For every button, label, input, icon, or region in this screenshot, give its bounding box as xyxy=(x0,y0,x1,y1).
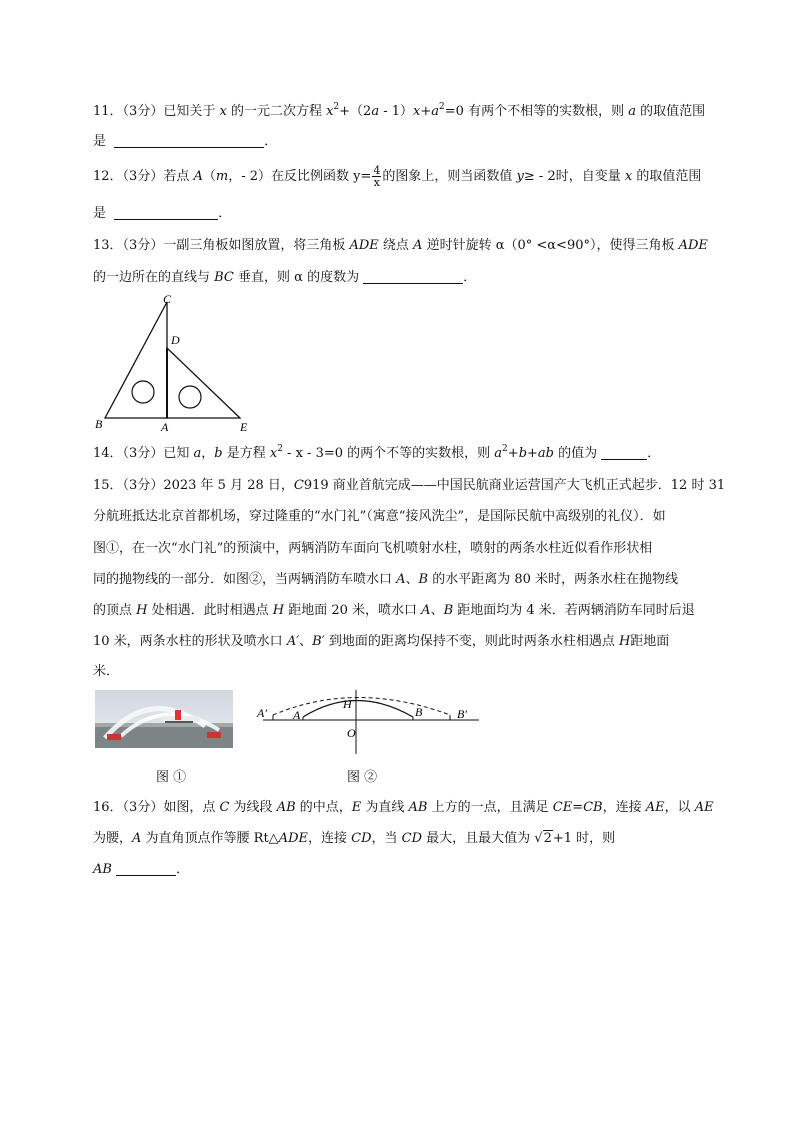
q15-text: 919 商业首航完成——中国民航商业运营国产大飞机正式起步．12 时 31 xyxy=(303,478,726,493)
q12-text: 的图象上，则当函数值 xyxy=(382,169,517,184)
var-x: x xyxy=(624,169,633,184)
q15-text: 距地面 20 米，喷水口 xyxy=(284,603,422,618)
question-11 xyxy=(93,102,705,122)
q11-text: 已知关于 xyxy=(163,104,220,119)
label-B: B xyxy=(443,603,454,618)
answer-blank[interactable] xyxy=(114,205,218,220)
circle-hole xyxy=(179,386,201,408)
question-13 xyxy=(93,236,708,256)
q16-text: +1 时，则 xyxy=(552,831,616,846)
q11-text: 是 xyxy=(93,134,107,149)
q16-text: 上方的一点，且满足 xyxy=(427,800,553,815)
var-a: a xyxy=(431,104,440,119)
var-ab: ab xyxy=(537,446,554,461)
label-c: C xyxy=(163,292,172,306)
q11-text: - 1） xyxy=(379,104,414,119)
answer-blank[interactable] xyxy=(116,861,176,876)
q15-text: 、 xyxy=(430,603,444,618)
answer-blank[interactable] xyxy=(363,269,463,284)
q14-text: 是方程 xyxy=(222,446,270,461)
label-E: E xyxy=(351,800,362,815)
q15-text: 米． xyxy=(93,664,120,679)
q15-line-4 xyxy=(93,570,678,590)
fraction-denominator: x xyxy=(373,176,380,189)
exponent: 2 xyxy=(277,444,283,454)
label-A: A xyxy=(132,831,142,846)
water-salute-photo xyxy=(95,690,233,748)
q12-text: 是 xyxy=(93,206,107,221)
label-e: E xyxy=(240,420,248,434)
label-ADE: ADE xyxy=(678,238,708,253)
label-B-prime: B′ xyxy=(312,634,325,649)
label-A: A xyxy=(396,572,406,587)
label-b: B xyxy=(95,417,103,431)
q15-line-5 xyxy=(93,601,695,621)
q14-text: 的值为 xyxy=(554,446,598,461)
var-x: x xyxy=(413,104,421,119)
q11-answer-line xyxy=(93,132,277,152)
q15-number: 15．（3分） xyxy=(93,478,164,493)
q15-text: 距地面 xyxy=(630,634,670,649)
var-x: x xyxy=(326,104,334,119)
q16-text: 的中点， xyxy=(295,800,352,815)
q16-text: 为腰， xyxy=(93,831,133,846)
label-BC: BC xyxy=(214,270,234,285)
q16-text: 如图，点 xyxy=(163,800,220,815)
label-AB: AB xyxy=(93,862,112,877)
question-14 xyxy=(93,444,660,464)
period: ． xyxy=(647,446,661,461)
circle-hole xyxy=(132,381,154,403)
var-A: A xyxy=(193,169,203,184)
label-CB: CB xyxy=(583,800,603,815)
var-b: b xyxy=(518,446,528,461)
label-H: H xyxy=(618,634,631,649)
label-b: B xyxy=(415,705,423,719)
var-a: a xyxy=(628,104,636,119)
solid-parabola xyxy=(303,701,413,718)
q15-line-7 xyxy=(93,662,119,682)
q11-number: 11．（3分） xyxy=(93,104,164,119)
q15-text: 10 米，两条水柱的形状及喷水口 xyxy=(93,634,287,649)
q12-text: 若点 xyxy=(163,169,194,184)
label-a: A xyxy=(161,420,169,434)
q16-line-2 xyxy=(93,829,615,849)
period: ． xyxy=(218,206,232,221)
var-a: a xyxy=(371,104,380,119)
var-b: b xyxy=(214,446,223,461)
q11-text: + xyxy=(420,104,432,119)
period: ． xyxy=(176,862,190,877)
answer-blank[interactable] xyxy=(601,445,647,460)
q15-text: 2023 年 5 月 28 日， xyxy=(163,478,294,493)
label-a-prime: A′ xyxy=(257,706,267,720)
q15-text: 同的抛物线的一部分．如图②，当两辆消防车喷水口 xyxy=(93,572,397,587)
label-C: C xyxy=(219,800,230,815)
label-C: C xyxy=(293,478,304,493)
q13-text: 逆时针旋转 α（0° <α<90°），使得三角板 xyxy=(422,238,679,253)
triangle-ade xyxy=(167,348,240,418)
label-B: B xyxy=(418,572,429,587)
q15-text: 图①，在一次“水门礼”的预演中，两辆消防车面向飞机喷射水柱，喷射的两条水柱近似看作形状相 xyxy=(93,541,653,556)
q13-text: 垂直，则 α 的度数为 xyxy=(233,270,360,285)
q13-text: 的一边所在的直线与 xyxy=(93,270,215,285)
sqrt-value: 2 xyxy=(543,831,552,846)
label-d: D xyxy=(171,333,180,347)
question-12 xyxy=(93,165,701,188)
q12-number: 12．（3分） xyxy=(93,169,164,184)
label-AE: AE xyxy=(645,800,665,815)
label-A-prime: A′ xyxy=(286,634,300,649)
label-ADE: ADE xyxy=(349,238,379,253)
q16-number: 16．（3分） xyxy=(93,800,164,815)
label-AB: AB xyxy=(276,800,296,815)
q14-text: - x - 3=0 的两个不等的实数根，则 xyxy=(282,446,495,461)
q12-text: 的取值范围 xyxy=(632,169,702,184)
q16-text: = xyxy=(572,800,584,815)
label-CD: CD xyxy=(351,831,372,846)
q15-text: 处相遇．此时相遇点 xyxy=(147,603,273,618)
var-m: m xyxy=(215,169,229,184)
q16-text: 为直线 xyxy=(361,800,409,815)
label-CD: CD xyxy=(401,831,423,846)
q14-text: ， xyxy=(201,446,215,461)
label-AE: AE xyxy=(694,800,714,815)
q13-text: 一副三角板如图放置，将三角板 xyxy=(163,238,350,253)
q15-text: 、 xyxy=(405,572,419,587)
q16-text: ，连接 xyxy=(602,800,646,815)
q16-text: ，以 xyxy=(664,800,695,815)
q12-text: （ xyxy=(202,169,216,184)
q14-text: + xyxy=(527,446,538,461)
label-ADE: ADE xyxy=(278,831,308,846)
q12-text: ≥ - 2时，自变量 xyxy=(523,169,625,184)
q15-line-3 xyxy=(93,539,652,559)
answer-blank[interactable] xyxy=(114,133,264,148)
sqrt-symbol: √ xyxy=(534,831,543,846)
label-a: A xyxy=(293,708,301,722)
q15-line-6 xyxy=(93,632,669,652)
label-o: O xyxy=(347,726,356,740)
q16-text: 最大，且最大值为 xyxy=(422,831,535,846)
label-AB: AB xyxy=(408,800,428,815)
fraction xyxy=(372,165,381,188)
period: ． xyxy=(264,134,278,149)
q16-answer-line xyxy=(93,860,189,880)
question-15 xyxy=(93,476,725,496)
q16-text: 为直角顶点作等腰 Rt△ xyxy=(141,831,279,846)
period: ． xyxy=(463,270,477,285)
q15-text: 的顶点 xyxy=(93,603,137,618)
q13-text: 绕点 xyxy=(378,238,414,253)
fraction-numerator: 4 xyxy=(373,164,381,177)
var-x: x xyxy=(219,104,227,119)
question-16 xyxy=(93,798,714,818)
label-A: A xyxy=(413,238,423,253)
q14-number: 14．（3分） xyxy=(93,446,164,461)
label-H: H xyxy=(272,603,285,618)
label-CE: CE xyxy=(552,800,573,815)
q12-text: y= xyxy=(353,169,372,184)
q16-text: 为线段 xyxy=(229,800,277,815)
exponent: 2 xyxy=(502,444,508,454)
q11-text: 的取值范围 xyxy=(635,104,706,119)
photo-illustration xyxy=(95,690,233,748)
label-A: A xyxy=(421,603,431,618)
q13-number: 13．（3分） xyxy=(93,238,164,253)
q15-text: 、 xyxy=(299,634,313,649)
exponent: 2 xyxy=(333,102,340,112)
figure-1-caption: 图 ① xyxy=(156,770,187,785)
q14-text: 已知 xyxy=(163,446,194,461)
q14-text: + xyxy=(507,446,519,461)
q13-answer-line xyxy=(93,268,476,288)
var-x: x xyxy=(269,446,278,461)
q11-text: 的一元二次方程 xyxy=(226,104,327,119)
parabola-diagram xyxy=(255,688,485,758)
q11-text: =0 有两个不相等的实数根，则 xyxy=(444,104,629,119)
q11-text: +（2 xyxy=(339,104,372,119)
q15-text: 到地面的距离均保持不变，则此时两条水柱相遇点 xyxy=(324,634,619,649)
label-b-prime: B′ xyxy=(457,707,467,721)
var-y: y xyxy=(516,169,524,184)
q16-text: ，当 xyxy=(371,831,402,846)
var-a: a xyxy=(193,446,202,461)
q15-text: 距地面均为 4 米．若两辆消防车同时后退 xyxy=(453,603,695,618)
exponent: 2 xyxy=(439,102,445,112)
label-H: H xyxy=(136,603,148,618)
triangle-figure xyxy=(90,290,260,435)
q16-text: ，连接 xyxy=(308,831,352,846)
q15-text: 的水平距离为 80 米时，两条水柱在抛物线 xyxy=(428,572,679,587)
q12-text: ，- 2）在反比例函数 xyxy=(228,169,354,184)
var-a: a xyxy=(494,446,503,461)
q15-text: 分航班抵达北京首都机场，穿过隆重的“水门礼”（寓意“接风洗尘”，是国际民航中高级别的礼仪）．如 xyxy=(93,509,666,524)
label-h: H xyxy=(343,697,352,711)
q15-line-2 xyxy=(93,507,666,527)
q12-answer-line xyxy=(93,204,231,224)
figure-2-caption: 图 ② xyxy=(347,770,378,785)
